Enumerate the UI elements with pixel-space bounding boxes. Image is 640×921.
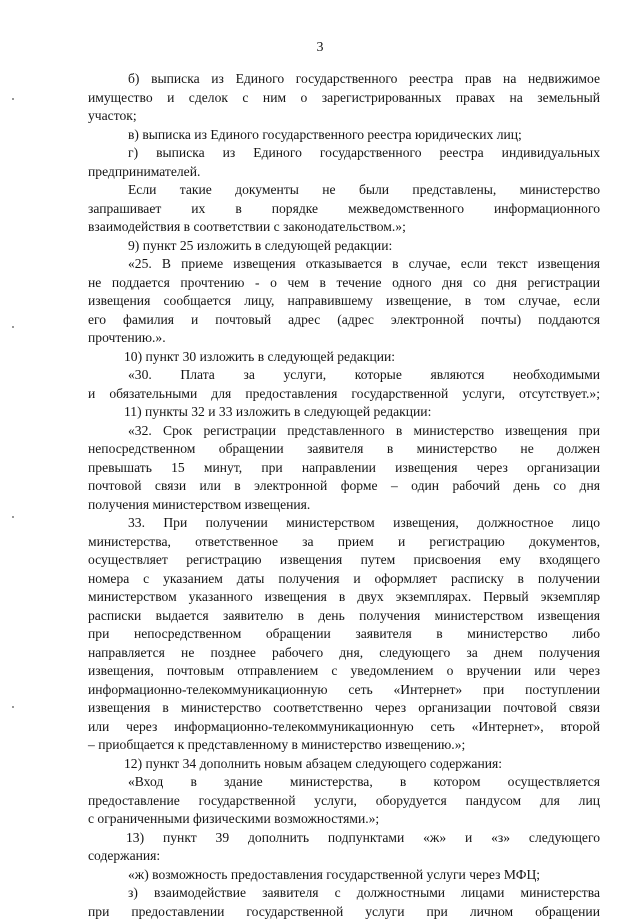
- text-line: предоставление государственной услуги, оборудуется пандусом для лиц: [88, 792, 600, 811]
- text-line: «30. Плата за услуги, которые являются необходимыми: [88, 366, 600, 385]
- text-line: и обязательными для предоставления государственной услуги, отсутствует.»;: [88, 385, 600, 404]
- text-line: г) выписка из Единого государственного реестра индивидуальных: [88, 144, 600, 163]
- text-line: 33. При получении министерством извещения, должностное лицо: [88, 514, 600, 533]
- text-line: превышать 15 минут, при направлении извещения через организации: [88, 459, 600, 478]
- text-line: 10) пункт 30 изложить в следующей редакции:: [88, 348, 600, 367]
- text-line: извещения сообщается лицу, направившему извещение, в том случае, если: [88, 292, 600, 311]
- text-line: при непосредственном обращении заявителя в министерство либо: [88, 625, 600, 644]
- text-line: не поддается прочтению - о чем в течение одного дня со дня регистрации: [88, 274, 600, 293]
- page-number: 3: [0, 40, 640, 56]
- text-line: предпринимателей.: [88, 163, 600, 182]
- text-line: «Вход в здание министерства, в котором осуществляется: [88, 773, 600, 792]
- text-line: информационно-телекоммуникационную сеть «Интернет» при поступлении: [88, 681, 600, 700]
- scan-mark: [12, 326, 14, 328]
- text-line: его фамилия и почтовый адрес (адрес электронной почты) поддаются: [88, 311, 600, 330]
- text-line: 9) пункт 25 изложить в следующей редакции:: [88, 237, 600, 256]
- text-line: взаимодействия в соответствии с законодательством.»;: [88, 218, 600, 237]
- text-line: 13) пункт 39 дополнить подпунктами «ж» и «з» следующего: [88, 829, 600, 848]
- text-line: «25. В приеме извещения отказывается в случае, если текст извещения: [88, 255, 600, 274]
- text-line: 12) пункт 34 дополнить новым абзацем следующего содержания:: [88, 755, 600, 774]
- text-line: «32. Срок регистрации представленного в министерство извещения при: [88, 422, 600, 441]
- text-line: «ж) возможность предоставления государственной услуги через МФЦ;: [88, 866, 600, 885]
- text-line: осуществляет регистрацию извещения путем присвоения ему входящего: [88, 551, 600, 570]
- text-line: направляется не позднее рабочего дня, следующего за днем получения: [88, 644, 600, 663]
- scan-mark: [12, 706, 14, 708]
- text-line: министерства, ответственное за прием и регистрацию документов,: [88, 533, 600, 552]
- text-line: извещения в министерство соответственно через организации почтовой связи: [88, 699, 600, 718]
- text-line: непосредственном обращении заявителя в министерство не должен: [88, 440, 600, 459]
- text-line: в) выписка из Единого государственного реестра юридических лиц;: [88, 126, 600, 145]
- text-line: 11) пункты 32 и 33 изложить в следующей редакции:: [88, 403, 600, 422]
- text-line: министерством указанного извещения в двух экземплярах. Первый экземпляр: [88, 588, 600, 607]
- text-line: при предоставлении государственной услуги при личном обращении: [88, 903, 600, 921]
- text-line: извещения, почтовым отправлением с уведомлением о вручении или через: [88, 662, 600, 681]
- text-line: имущество и сделок с ним о зарегистрированных правах на земельный: [88, 89, 600, 108]
- text-line: – приобщается к представленному в министерство извещению.»;: [88, 736, 600, 755]
- text-line: прочтению.».: [88, 329, 600, 348]
- text-line: з) взаимодействие заявителя с должностными лицами министерства: [88, 884, 600, 903]
- document-body: [88, 70, 600, 921]
- scan-mark: [12, 516, 14, 518]
- text-line: Если такие документы не были представлены, министерство: [88, 181, 600, 200]
- text-line: содержания:: [88, 847, 600, 866]
- text-line: почтовой связи или в электронной форме – один рабочий день со дня: [88, 477, 600, 496]
- text-line: номера с указанием даты получения и оформляет расписку в получении: [88, 570, 600, 589]
- text-line: или через информационно-телекоммуникационную сеть «Интернет», второй: [88, 718, 600, 737]
- text-line: с ограниченными физическими возможностями.»;: [88, 810, 600, 829]
- text-line: б) выписка из Единого государственного реестра прав на недвижимое: [88, 70, 600, 89]
- text-line: получения министерством извещения.: [88, 496, 600, 515]
- text-line: расписки выдается заявителю в день получения министерством извещения: [88, 607, 600, 626]
- text-line: участок;: [88, 107, 600, 126]
- text-line: запрашивает их в порядке межведомственного информационного: [88, 200, 600, 219]
- scan-mark: [12, 98, 14, 100]
